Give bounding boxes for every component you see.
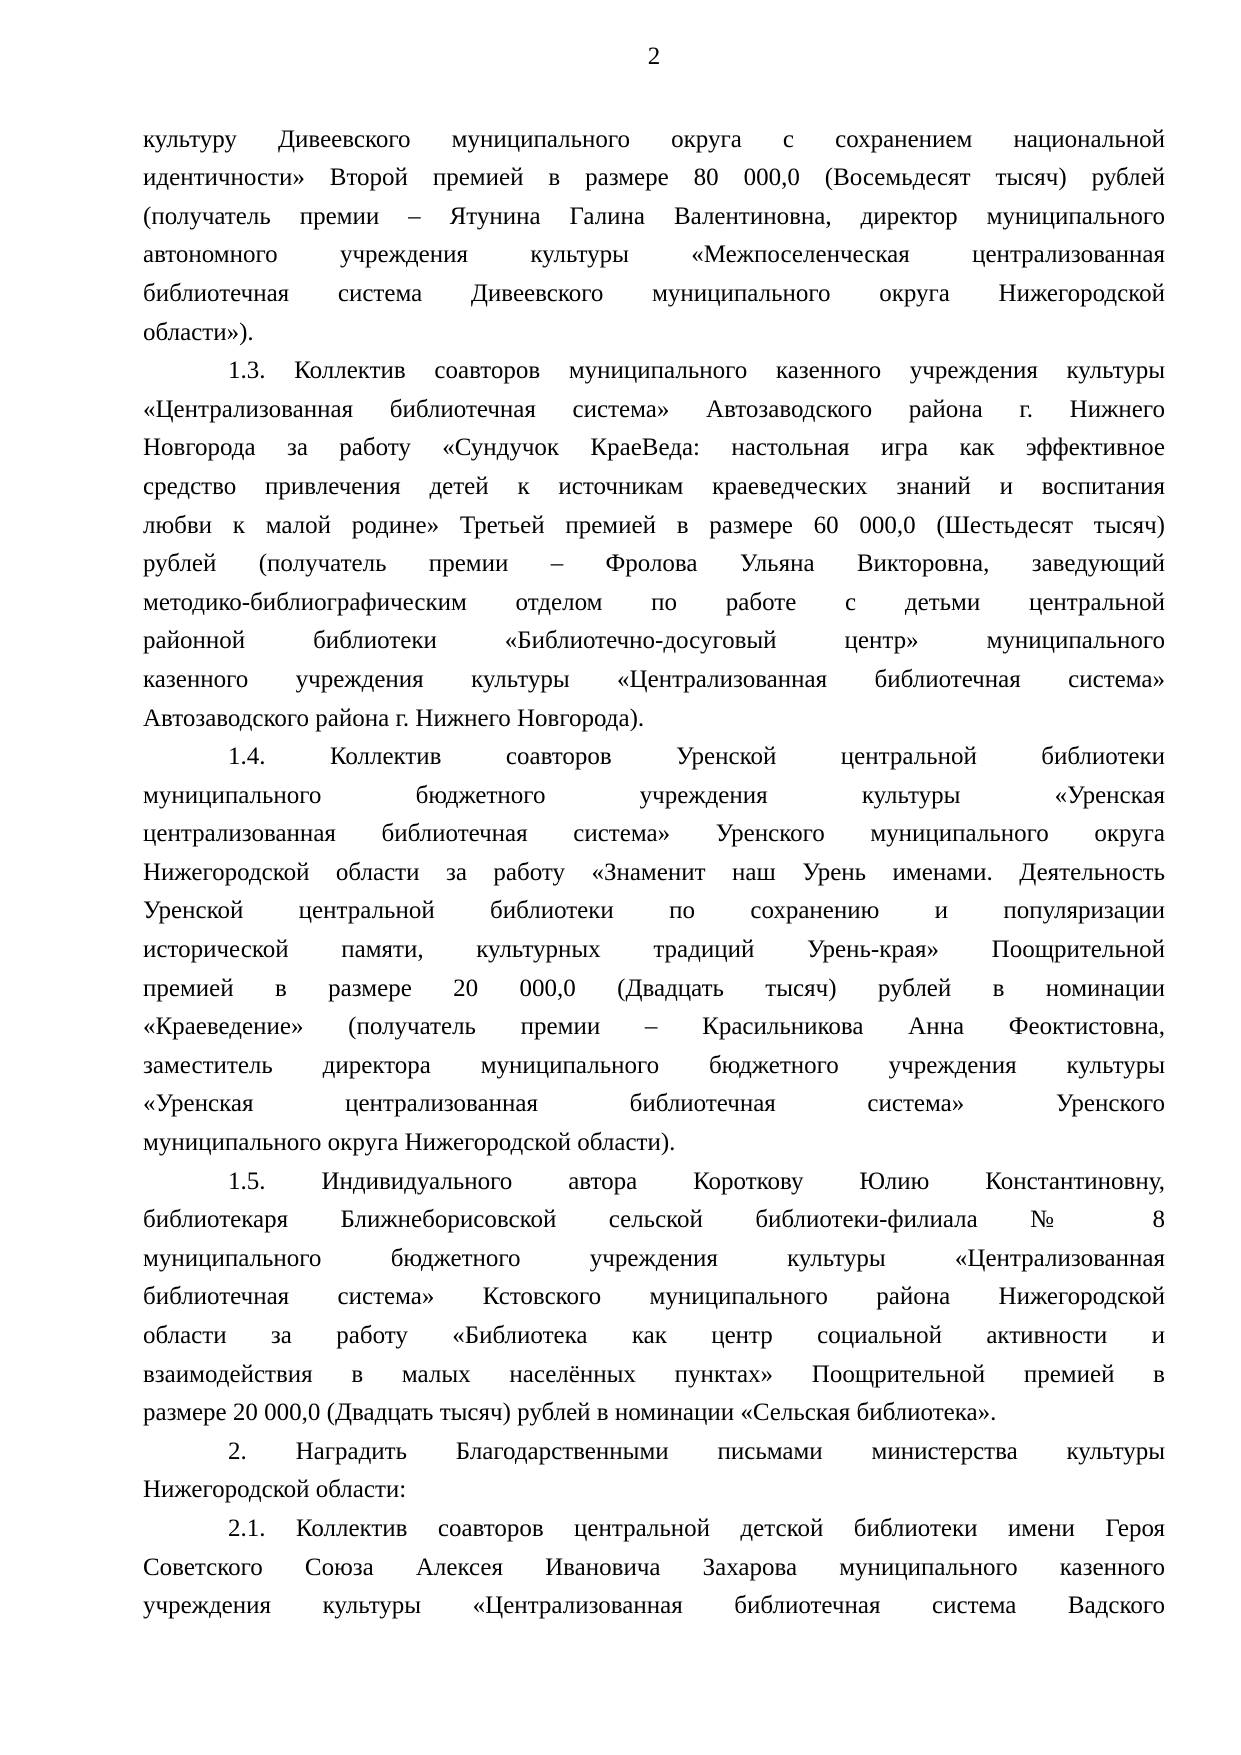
para-1-3-line-7: методико-библиографическим отделом по работе с детьми центральной <box>143 588 1165 616</box>
para-1-5-line-6: взаимодействия в малых населённых пунктах» Поощрительной премией в <box>143 1360 1165 1388</box>
para-1-5-line-4: библиотечная система» Кстовского муниципального района Нижегородской <box>143 1283 1165 1311</box>
para-2-line-2: Нижегородской области: <box>143 1476 407 1504</box>
page-number: 2 <box>647 43 661 70</box>
para-1-3-line-1: 1.3. Коллектив соавторов муниципального казенного учреждения культуры <box>228 357 1165 385</box>
para-1-5-line-7: размере 20 000,0 (Двадцать тысяч) рублей в номинации «Сельская библиотека». <box>143 1399 997 1427</box>
para-1-5-line-3: муниципального бюджетного учреждения культуры «Централизованная <box>143 1244 1165 1272</box>
para-1-3-line-5: любви к малой родине» Третьей премией в размере 60 000,0 (Шестьдесят тысяч) <box>143 511 1165 539</box>
para-continuation-line-1: культуру Дивеевского муниципального округа с сохранением национальной <box>143 125 1165 153</box>
para-1-4-line-9: заместитель директора муниципального бюджетного учреждения культуры <box>143 1051 1165 1079</box>
para-1-3-line-2: «Централизованная библиотечная система» Автозаводского района г. Нижнего <box>143 395 1165 423</box>
para-continuation-line-2: идентичности» Второй премией в размере 80 000,0 (Восемьдесят тысяч) рублей <box>143 164 1165 192</box>
para-1-4-line-2: муниципального бюджетного учреждения культуры «Уренская <box>143 781 1165 809</box>
para-continuation-line-6: области»). <box>143 318 254 346</box>
para-1-5-line-1: 1.5. Индивидуального автора Короткову Юлию Константиновну, <box>228 1167 1165 1195</box>
para-1-3-line-9: казенного учреждения культуры «Централизованная библиотечная система» <box>143 665 1165 693</box>
para-2-1-line-1: 2.1. Коллектив соавторов центральной детской библиотеки имени Героя <box>228 1514 1165 1542</box>
para-1-4-line-11: муниципального округа Нижегородской области). <box>143 1129 676 1157</box>
para-1-4-line-3: централизованная библиотечная система» Уренского муниципального округа <box>143 820 1165 848</box>
para-1-4-line-4: Нижегородской области за работу «Знаменит наш Урень именами. Деятельность <box>143 858 1165 886</box>
document-body <box>143 121 1165 1626</box>
para-1-4-line-7: премией в размере 20 000,0 (Двадцать тысяч) рублей в номинации <box>143 974 1165 1002</box>
para-1-4-line-5: Уренской центральной библиотеки по сохранению и популяризации <box>143 897 1165 925</box>
para-2-line-1: 2. Наградить Благодарственными письмами министерства культуры <box>228 1437 1165 1465</box>
para-1-4-line-8: «Краеведение» (получатель премии – Красильникова Анна Феоктистовна, <box>143 1013 1165 1041</box>
para-continuation-line-5: библиотечная система Дивеевского муниципального округа Нижегородской <box>143 279 1165 307</box>
para-continuation-line-4: автономного учреждения культуры «Межпоселенческая централизованная <box>143 241 1165 269</box>
para-2-1-line-2: Советского Союза Алексея Ивановича Захарова муниципального казенного <box>143 1553 1165 1581</box>
para-1-5-line-5: области за работу «Библиотека как центр социальной активности и <box>143 1322 1165 1349</box>
para-1-3-line-10: Автозаводского района г. Нижнего Новгорода). <box>143 704 645 732</box>
para-1-5-line-2: библиотекаря Ближнеборисовской сельской библиотеки-филиала № 8 <box>143 1206 1165 1234</box>
para-1-4-line-10: «Уренская централизованная библиотечная система» Уренского <box>143 1090 1165 1118</box>
para-1-3-line-4: средство привлечения детей к источникам краеведческих знаний и воспитания <box>143 472 1165 500</box>
para-continuation-line-3: (получатель премии – Ятунина Галина Валентиновна, директор муниципального <box>143 202 1165 230</box>
para-1-4-line-6: исторической памяти, культурных традиций Урень-края» Поощрительной <box>143 936 1165 964</box>
para-1-3-line-8: районной библиотеки «Библиотечно-досуговый центр» муниципального <box>143 627 1165 655</box>
para-2-1-line-3: учреждения культуры «Централизованная библиотечная система Вадского <box>143 1592 1165 1620</box>
para-1-4-line-1: 1.4. Коллектив соавторов Уренской центральной библиотеки <box>228 743 1165 771</box>
para-1-3-line-3: Новгорода за работу «Сундучок КраеВеда: настольная игра как эффективное <box>143 434 1165 462</box>
para-1-3-line-6: рублей (получатель премии – Фролова Ульяна Викторовна, заведующий <box>143 550 1165 578</box>
